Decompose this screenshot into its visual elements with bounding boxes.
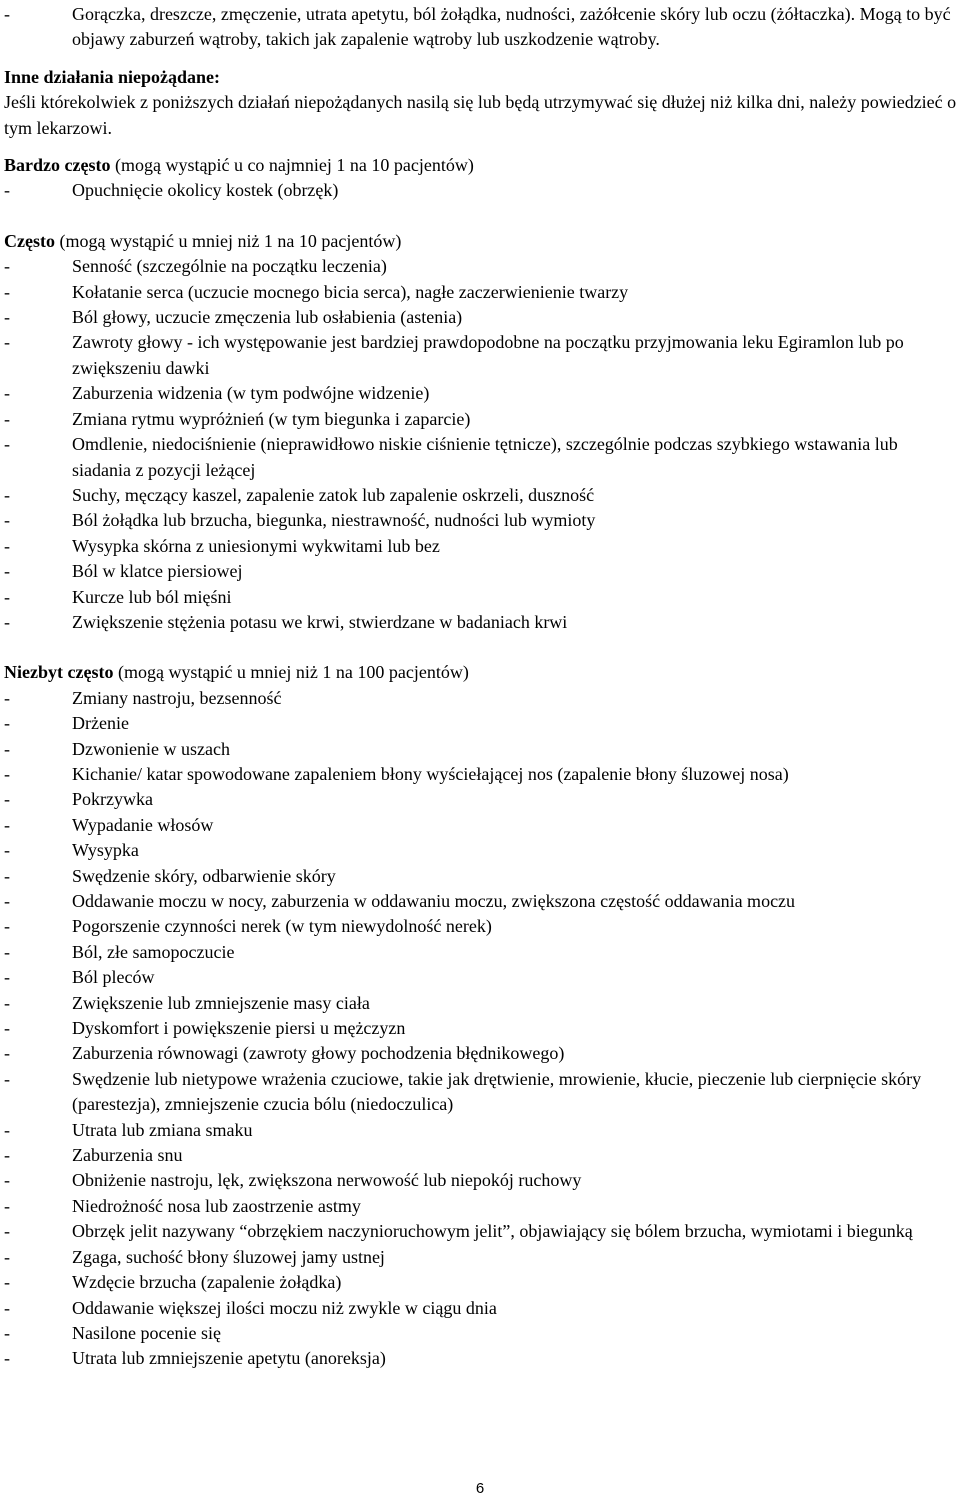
list-item <box>0 381 960 406</box>
list-item <box>0 1346 960 1371</box>
list-item <box>0 432 960 483</box>
list-item <box>0 305 960 330</box>
list-item <box>0 483 960 508</box>
list-bullet: - <box>4 1170 10 1191</box>
list-bullet: - <box>4 789 10 810</box>
list-item <box>0 178 960 203</box>
list-item-text: Ból, złe samopoczucie <box>72 941 235 962</box>
list-bullet: - <box>4 1068 10 1089</box>
list-bullet: - <box>4 738 10 759</box>
frequency-heading-uncommon <box>0 660 960 685</box>
list-item-text: Pogorszenie czynności nerek (w tym niewydolność nerek) <box>72 916 492 937</box>
list-item <box>0 711 960 736</box>
list-item-text: Wzdęcie brzucha (zapalenie żołądka) <box>72 1272 342 1293</box>
list-bullet: - <box>4 1246 10 1267</box>
list-item <box>0 610 960 635</box>
list-bullet: - <box>4 713 10 734</box>
frequency-heading-common <box>0 229 960 254</box>
list-item <box>0 1118 960 1143</box>
frequency-label: Niezbyt często <box>4 662 114 683</box>
frequency-label: Bardzo często <box>4 155 111 176</box>
list-bullet: - <box>4 814 10 835</box>
list-item-text: Kurcze lub ból mięśni <box>72 586 232 607</box>
list-item-text: Omdlenie, niedociśnienie (nieprawidłowo niskie ciśnienie tętnicze), szczególnie podczas szybkiego wstawania lub siadania z pozycji leżącej <box>72 434 898 480</box>
list-bullet: - <box>4 586 10 607</box>
list-bullet: - <box>4 967 10 988</box>
list-item-text: Zaburzenia równowagi (zawroty głowy pochodzenia błędnikowego) <box>72 1043 565 1064</box>
list-item <box>0 1067 960 1118</box>
list-bullet: - <box>4 434 10 455</box>
list-bullet: - <box>4 561 10 582</box>
list-item-text: Wysypka <box>72 840 139 861</box>
list-item-text: Ból w klatce piersiowej <box>72 561 243 582</box>
list-bullet: - <box>4 408 10 429</box>
list-item-text: Zawroty głowy - ich występowanie jest bardziej prawdopodobne na początku przyjmowania leku Egiramlon lub po zwiększeniu dawki <box>72 332 904 378</box>
very-common-list <box>0 178 960 203</box>
list-bullet: - <box>4 1297 10 1318</box>
list-item <box>0 889 960 914</box>
list-bullet: - <box>4 611 10 632</box>
list-item <box>0 686 960 711</box>
list-item-text: Ból głowy, uczucie zmęczenia lub osłabienia (astenia) <box>72 307 463 328</box>
section-text: Jeśli którekolwiek z poniższych działań niepożądanych nasilą się lub będą utrzymywać się dłużej niż kilka dni, należy powiedzieć o tym lekarzowi. <box>4 92 957 138</box>
list-item-text: Zwiększenie lub zmniejszenie masy ciała <box>72 992 370 1013</box>
frequency-label: Często <box>4 230 55 251</box>
list-item <box>0 914 960 939</box>
list-bullet: - <box>4 1119 10 1140</box>
list-item-text: Opuchnięcie okolicy kostek (obrzęk) <box>72 180 339 201</box>
frequency-note: (mogą wystąpić u mniej niż 1 na 10 pacjentów) <box>54 230 402 251</box>
list-item-text: Nasilone pocenie się <box>72 1322 221 1343</box>
list-bullet: - <box>4 1145 10 1166</box>
list-item-text: Oddawanie większej ilości moczu niż zwykle w ciągu dnia <box>72 1297 497 1318</box>
list-bullet: - <box>4 1221 10 1242</box>
list-bullet: - <box>4 4 10 24</box>
list-item <box>0 965 960 990</box>
list-item-text: Utrata lub zmiana smaku <box>72 1119 253 1140</box>
list-bullet: - <box>4 307 10 328</box>
list-item <box>0 330 960 381</box>
list-item <box>0 508 960 533</box>
list-item <box>0 585 960 610</box>
list-item-text: Zwiększenie stężenia potasu we krwi, stwierdzane w badaniach krwi <box>72 611 568 632</box>
list-item <box>0 940 960 965</box>
list-item <box>0 813 960 838</box>
list-item-text: Suchy, męczący kaszel, zapalenie zatok lub zapalenie oskrzeli, duszność <box>72 484 595 505</box>
list-item <box>0 787 960 812</box>
list-item <box>0 1143 960 1168</box>
list-item <box>0 280 960 305</box>
list-item-text: Swędzenie skóry, odbarwienie skóry <box>72 865 336 886</box>
list-item <box>0 534 960 559</box>
list-item-text: Zmiany nastroju, bezsenność <box>72 687 282 708</box>
list-item <box>0 838 960 863</box>
list-item-text: Gorączka, dreszcze, zmęczenie, utrata apetytu, ból żołądka, nudności, zażółcenie skóry lub oczu (żółtaczka). Mogą to być objawy zaburzeń wątroby, takich jak zapalenie wątroby lub uszkodzenie wątroby. <box>72 4 951 50</box>
list-item <box>0 1245 960 1270</box>
list-item <box>0 1194 960 1219</box>
list-item <box>0 254 960 279</box>
list-item <box>0 1270 960 1295</box>
list-bullet: - <box>4 763 10 784</box>
list-item <box>0 1168 960 1193</box>
list-item <box>0 737 960 762</box>
list-bullet: - <box>4 840 10 861</box>
common-list <box>0 254 960 635</box>
list-bullet: - <box>4 941 10 962</box>
frequency-note: (mogą wystąpić u co najmniej 1 na 10 pacjentów) <box>110 155 474 176</box>
list-item-text: Zmiana rytmu wypróżnień (w tym biegunka i zaparcie) <box>72 408 471 429</box>
list-item-text: Utrata lub zmniejszenie apetytu (anoreksja) <box>72 1348 386 1369</box>
list-bullet: - <box>4 1322 10 1343</box>
list-item-text: Swędzenie lub nietypowe wrażenia czuciowe, takie jak drętwienie, mrowienie, kłucie, pieczenie lub cierpnięcie skóry (parestezja), zmniejszenie czucia bólu (niedoczulica) <box>72 1068 922 1115</box>
list-item-text: Wysypka skórna z uniesionymi wykwitami lub bez <box>72 535 440 556</box>
list-item <box>0 991 960 1016</box>
list-item <box>0 407 960 432</box>
section-heading: Inne działania niepożądane: <box>4 66 221 87</box>
list-bullet: - <box>4 1043 10 1064</box>
other-effects-section <box>0 65 960 141</box>
list-item <box>0 1041 960 1066</box>
list-bullet: - <box>4 484 10 505</box>
list-item <box>0 1296 960 1321</box>
list-item <box>0 762 960 787</box>
list-bullet: - <box>4 1272 10 1293</box>
list-bullet: - <box>4 891 10 911</box>
list-item <box>0 1321 960 1346</box>
list-item <box>0 1016 960 1041</box>
list-bullet: - <box>4 256 10 277</box>
list-bullet: - <box>4 180 10 201</box>
list-bullet: - <box>4 1018 10 1039</box>
list-bullet: - <box>4 992 10 1013</box>
list-item <box>0 1219 960 1244</box>
list-item <box>0 2 960 53</box>
list-item <box>0 559 960 584</box>
list-bullet: - <box>4 281 10 302</box>
list-item-text: Niedrożność nosa lub zaostrzenie astmy <box>72 1195 361 1216</box>
list-item-text: Zgaga, suchość błony śluzowej jamy ustnej <box>72 1246 385 1267</box>
list-item-text: Dzwonienie w uszach <box>72 738 230 759</box>
uncommon-list <box>0 686 960 1372</box>
list-bullet: - <box>4 383 10 404</box>
list-bullet: - <box>4 332 10 353</box>
list-item-text: Zaburzenia snu <box>72 1145 183 1166</box>
list-item-text: Wypadanie włosów <box>72 814 214 835</box>
list-bullet: - <box>4 1348 10 1369</box>
list-item-text: Kichanie/ katar spowodowane zapaleniem błony wyściełającej nos (zapalenie błony śluzowej nosa) <box>72 763 789 784</box>
list-bullet: - <box>4 865 10 886</box>
list-item-text: Senność (szczególnie na początku leczenia) <box>72 256 387 277</box>
frequency-heading-very-common <box>0 153 960 178</box>
page-number: 6 <box>475 1480 485 1497</box>
list-item-text: Obrzęk jelit nazywany “obrzękiem naczynioruchowym jelit”, objawiający się bólem brzucha, wymiotami i biegunką <box>72 1221 913 1242</box>
list-bullet: - <box>4 1195 10 1216</box>
list-item <box>0 864 960 889</box>
list-item-text: Ból pleców <box>72 967 155 988</box>
frequency-note: (mogą wystąpić u mniej niż 1 na 100 pacjentów) <box>113 662 469 683</box>
list-bullet: - <box>4 510 10 531</box>
list-item-text: Oddawanie moczu w nocy, zaburzenia w oddawaniu moczu, zwiększona częstość oddawania moczu <box>72 891 796 911</box>
list-item-text: Drżenie <box>72 713 129 734</box>
list-item-text: Pokrzywka <box>72 789 153 810</box>
list-item-text: Ból żołądka lub brzucha, biegunka, niestrawność, nudności lub wymioty <box>72 510 596 531</box>
list-item-text: Zaburzenia widzenia (w tym podwójne widzenie) <box>72 383 430 404</box>
list-item-text: Dyskomfort i powiększenie piersi u mężczyzn <box>72 1018 406 1039</box>
list-item-text: Kołatanie serca (uczucie mocnego bicia serca), nagłe zaczerwienienie twarzy <box>72 281 629 302</box>
list-bullet: - <box>4 916 10 937</box>
list-item-text: Obniżenie nastroju, lęk, zwiększona nerwowość lub niepokój ruchowy <box>72 1170 582 1191</box>
list-bullet: - <box>4 687 10 708</box>
list-bullet: - <box>4 535 10 556</box>
